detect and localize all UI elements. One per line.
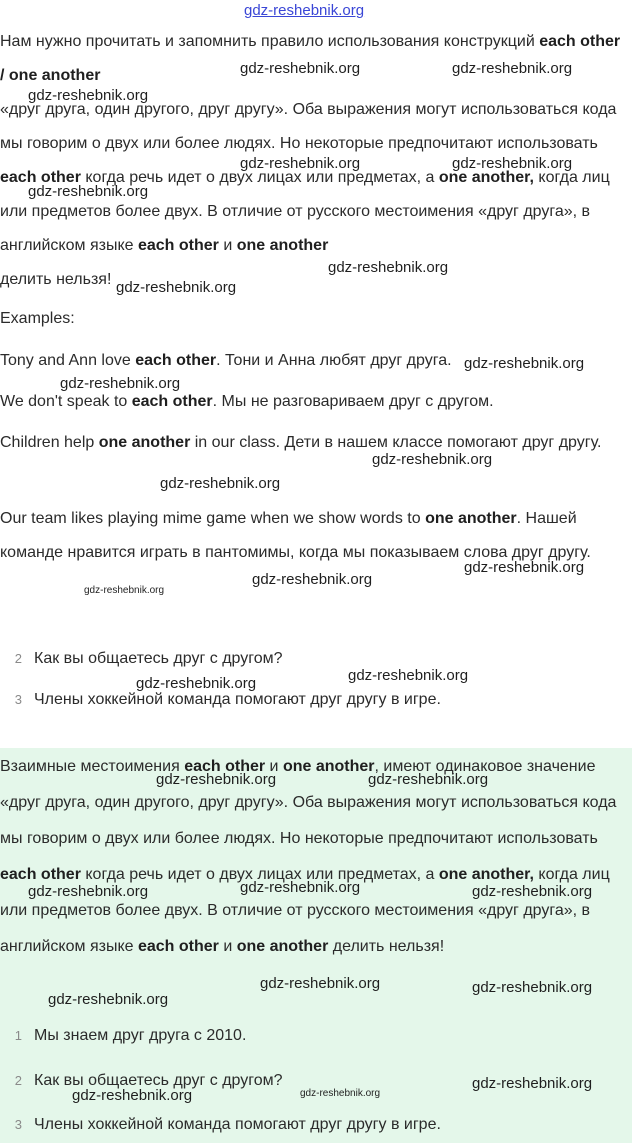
watermark-text: gdz-reshebnik.org	[156, 771, 277, 788]
intro-text-1: Нам нужно прочитать и запомнить правило использования конструкций	[0, 33, 540, 50]
watermark-text: gdz-reshebnik.org	[452, 60, 573, 77]
list-text: Мы знаем друг друга с 2010.	[34, 1027, 247, 1044]
watermark-text: gdz-reshebnik.org	[372, 451, 493, 468]
list-text: Как вы общаетесь друг с другом?	[34, 650, 283, 667]
list-number: 2	[14, 651, 22, 666]
watermark-text: gdz-reshebnik.org	[252, 571, 373, 588]
watermark-text: gdz-reshebnik.org	[28, 883, 149, 900]
intro-text-3: когда речь идет о двух лицах или предметах, а	[80, 169, 439, 186]
example-bold: each other	[131, 393, 213, 410]
list-text: Члены хоккейной команда помогают друг другу в игре.	[34, 1116, 441, 1133]
list-item	[0, 1114, 620, 1136]
rule-bold-5: each other	[137, 938, 219, 955]
example-bold: one another	[98, 434, 191, 451]
list-item	[0, 689, 620, 711]
intro-text-5: и	[218, 237, 237, 254]
list-number: 2	[14, 1073, 22, 1088]
example-text-pre: Children help	[0, 434, 99, 451]
watermark-text: gdz-reshebnik.org	[72, 1087, 193, 1104]
watermark-site-link[interactable]: gdz-reshebnik.org	[244, 2, 365, 19]
intro-bold-3: one another,	[438, 169, 534, 186]
watermark-text: gdz-reshebnik.org	[160, 475, 281, 492]
rule-bold-2: one another	[282, 758, 375, 775]
rule-text-6: и	[218, 938, 237, 955]
example-text-pre: Our team likes playing mime game when we show words to	[0, 510, 426, 527]
watermark-text: gdz-reshebnik.org	[28, 183, 149, 200]
example-text-post: . Нашей команде нравится играть в пантомимы, когда мы показываем слова друг другу.	[0, 510, 591, 561]
watermark-text: gdz-reshebnik.org	[240, 879, 361, 896]
intro-text-4: когда лиц или предметов более двух. В отличие от русского местоимения «друг друга», в английском языке	[0, 169, 610, 254]
rule-bold-4: one another,	[438, 866, 534, 883]
watermark-text: gdz-reshebnik.org	[240, 60, 361, 77]
watermark-text: gdz-reshebnik.org	[260, 975, 381, 992]
watermark-text: gdz-reshebnik.org	[472, 1075, 593, 1092]
example-text-pre: Tony and Ann love	[0, 352, 136, 369]
watermark-text: gdz-reshebnik.org	[60, 375, 181, 392]
watermark-text: gdz-reshebnik.org	[472, 979, 593, 996]
intro-bold-1: each other / one another	[0, 33, 621, 84]
watermark-text: gdz-reshebnik.org	[48, 991, 169, 1008]
rule-bold-1: each other	[184, 758, 266, 775]
watermark-text: gdz-reshebnik.org	[368, 771, 489, 788]
watermark-text: gdz-reshebnik.org	[116, 279, 237, 296]
intro-text-6: делить нельзя!	[0, 271, 112, 288]
watermark-text: gdz-reshebnik.org	[464, 355, 585, 372]
rule-text-5: когда лиц или предметов более двух. В отличие от русского местоимения «друг друга», в английском языке	[0, 866, 610, 955]
watermark-text: gdz-reshebnik.org	[136, 675, 257, 692]
rule-bold-6: one another	[236, 938, 329, 955]
list-number: 1	[14, 1028, 22, 1043]
watermark-text: gdz-reshebnik.org	[452, 155, 573, 172]
intro-text-2: «друг друга, один другого, друг другу». Оба выражения могут использоваться кода мы говорим о двух или более людях. Но некоторые предпочитают использовать	[0, 101, 617, 152]
list-item	[0, 1025, 620, 1047]
watermark-text: gdz-reshebnik.org	[328, 259, 449, 276]
example-bold: each other	[135, 352, 217, 369]
example-item	[0, 426, 626, 460]
rule-text-4: когда речь идет о двух лицах или предметах, а	[80, 866, 439, 883]
watermark-text: gdz-reshebnik.org	[28, 87, 149, 104]
example-text-pre: We don't speak to	[0, 393, 132, 410]
intro-bold-2: each other	[0, 169, 81, 186]
rule-text-3: , имеют одинаковое значение «друг друга, один другого, друг другу». Оба выражения могут использоваться кода мы говорим о двух или более людях. Но некоторые предпочитают использовать	[0, 758, 617, 847]
rule-paragraph	[0, 749, 626, 965]
rule-bold-3: each other	[0, 866, 81, 883]
intro-bold-4: each other	[137, 237, 219, 254]
watermark-text: gdz-reshebnik.org	[348, 667, 469, 684]
rule-text-2: и	[265, 758, 283, 775]
watermark-text: gdz-reshebnik.org	[300, 1088, 381, 1099]
list-text: Как вы общаетесь друг с другом?	[34, 1072, 283, 1089]
examples-label: Examples:	[0, 310, 75, 327]
list-text: Члены хоккейной команда помогают друг другу в игре.	[34, 691, 441, 708]
example-bold: one another	[425, 510, 517, 527]
rule-text-1: Взаимные местоимения	[0, 758, 185, 775]
example-text-post: in our class. Дети в нашем классе помогают друг другу.	[190, 434, 602, 451]
rule-text-7: делить нельзя!	[328, 938, 445, 955]
watermark-text: gdz-reshebnik.org	[464, 559, 585, 576]
list-number: 3	[14, 692, 22, 707]
example-text-post: . Тони и Анна любят друг друга.	[216, 352, 452, 369]
watermark-text: gdz-reshebnik.org	[84, 585, 165, 596]
list-number: 3	[14, 1117, 22, 1132]
example-text-post: . Мы не разговариваем друг с другом.	[212, 393, 494, 410]
watermark-text: gdz-reshebnik.org	[240, 155, 361, 172]
intro-bold-5: one another	[236, 237, 329, 254]
list-item	[0, 648, 620, 670]
watermark-text: gdz-reshebnik.org	[472, 883, 593, 900]
